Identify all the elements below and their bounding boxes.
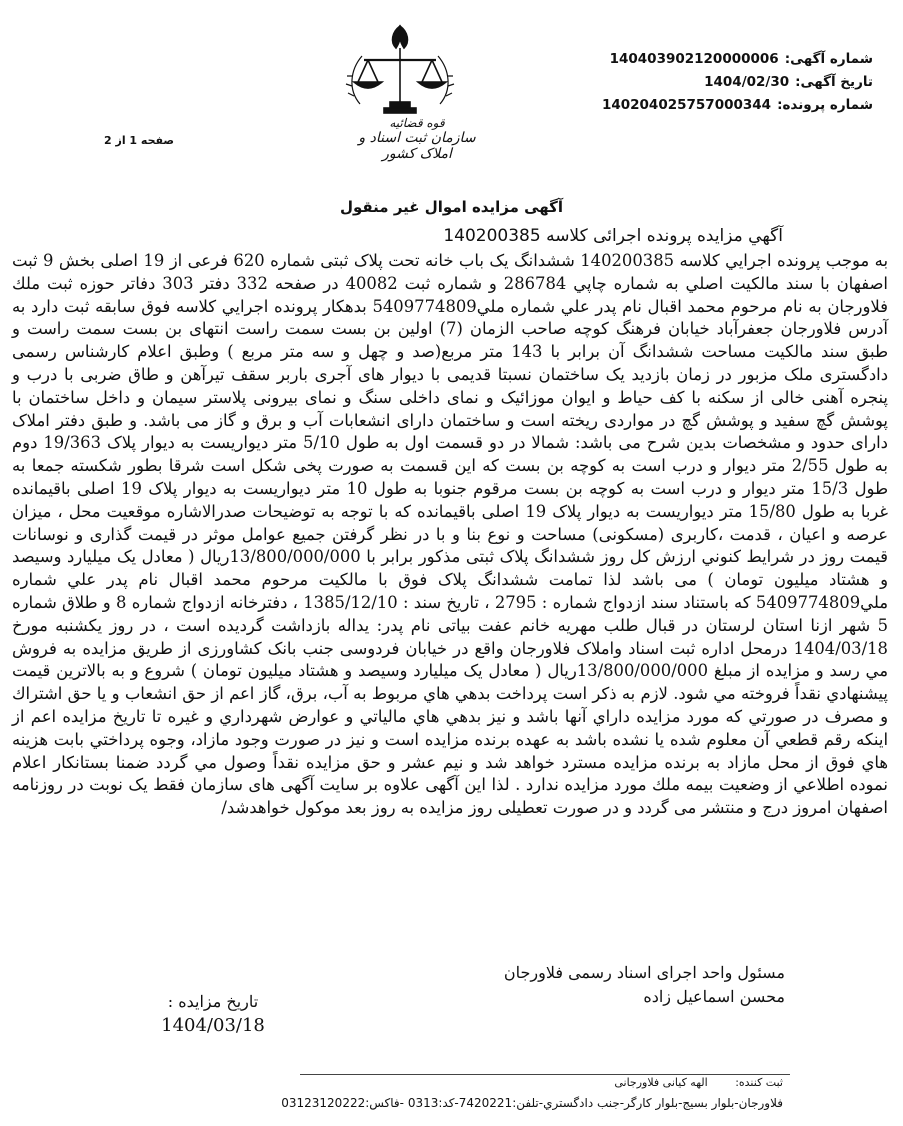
organization-logo-text (342, 116, 492, 162)
ad-meta-block (602, 48, 873, 117)
registrar-name: الهه کیانی فلاورجانی (614, 1076, 708, 1089)
ad-date-label: تاریخ آگهی: (795, 74, 873, 90)
page-indicator: صفحه 1 از 2 (104, 134, 175, 147)
file-number-label: شماره پرونده: (777, 97, 873, 113)
signer-role: مسئول واحد اجرای اسناد رسمی فلاورجان (503, 963, 785, 982)
footer-divider (300, 1074, 790, 1075)
scales-of-justice-emblem-icon (340, 20, 460, 120)
document-body: به موجب پرونده اجرايي كلاسه 140200385 ششدانگ یک باب خانه تحت پلاک ثبتی شماره 620 فرعی از 19 اصلی بخش 9 ثبت اصفهان با سند مالكيت اصلي به شماره چاپي 286784 و شماره ثبت 40082 در صفحه 332 دفتر 303 دفاتر حوزه ثبت ملك فلاورجان به نام مرحوم محمد اقبال نام پدر علي شماره ملي5409774809 بدهكار پرونده اجرايي كلاسه فوق سابقه ثبت دارد به آدرس فلاورجان جعفرآباد خیابان فرهنگ کوچه صاحب الزمان (7) اولین بن بست سمت راست انتهای بن بست سمت راست و طبق سند مالکیت مساحت ششدانگ آن برابر با 143 متر مربع(صد و چهل و سه متر مربع ) وطبق اعلام کارشناس رسمی دادگستری ملک مزبور در زمان بازدید یک ساختمان نسبتا قدیمی با دیوار های آجری باربر سقف تیرآهن و طاق ضربی با درب و پنجره آهنی خالی از سکنه با کف حیاط و ایوان موزائیک و نمای داخلی سنگ و نمای بیرونی پلاستر سیمان و داخل ساختمان با پوشش گچ سفید و پوشش گچ در مواردی ریخته است و ساختمان دارای انشعابات آب و برق و گاز می باشد. و طبق دفتر املاک دارای حدود و مشخصات بدین شرح می باشد: شمالا در دو قسمت اول به طول 5/10 متر دیواریست به دیوار پلاک 19/363 دوم به طول 2/55 متر دیوار و درب است به کوچه بن بست که این قسمت به صورت پخی شکل است شرقا بطور شکسته جمعا به طول 15/3 متر دیوار و درب است به کوچه بن بست مرقوم جنوبا به طول 10 متر دیواریست به دیوار پلاک 19 اصلی باقیمانده غربا به طول 15/80 متر دیواریست به دیوار پلاک 19 اصلی باقیمانده که با توجه به توضیحات صدرالاشاره موقعیت محل ، میزان عرصه و اعیان ، قدمت ،کاربری (مسکونی) مساحت و نوع بنا و با در نظر گرفتن جمیع عوامل موثر در قیمت گذاری و نوسانات قیمت روز در شرايط كنوني ارزش كل روز ششدانگ پلاک ثبتی مذکور برابر با 13/800/000/000ريال ( معادل یک میلیارد وسیصد و هشتاد میلیون تومان ) می باشد لذا تمامت ششدانگ پلاک فوق با مالکیت مرحوم محمد اقبال نام پدر علي شماره ملي5409774809 که باستناد سند ازدواج شماره : 2795 ، تاریخ سند : 1385/12/10 ، دفترخانه ازدواج شماره 8 و طلاق شماره 5 شهر ازنا استان لرستان در قبال طلب مهریه خانم عفت بیاتی نام پدر: یداله بازداشت گردیده است ، در روز یکشنبه مورخ 1404/03/18 درمحل اداره ثبت اسناد واملاک فلاورجان واقع در خیابان فردوسی جنب بانک کشاورزی از طريق مزايده به فروش مي رسد و مزايده از مبلغ 13/800/000/000ريال ( معادل یک میلیارد وسیصد و هشتاد میلیون تومان ) شروع و به بالاترين قيمت پيشنهادي نقداً فروخته مي شود. لازم به ذكر است پرداخت بدهي هاي مربوط به آب، برق، گاز اعم از حق انشعاب و يا حق اشتراك و مصرف در صورتي كه مورد مزايده داراي آنها باشد و نيز بدهي هاي مالياتي و عوارض شهرداري و غيره تا تاريخ مزايده اعم از اينكه رقم قطعي آن معلوم شده يا نشده باشد به عهده برنده مزايده است و نيز در صورت وجود مازاد، وجوه پرداختي بابت هزينه هاي فوق از محل مازاد به برنده مزايده مسترد خواهد شد و نيم عشر و حق مزايده نقداً وصول مي گردد ضمنا بستانكار اعلام نموده اطلاعي از وضعيت بيمه ملك مورد مزايده ندارد . لذا این آگهی علاوه بر سایت آگهی های سازمان فقط یک نوبت در روزنامه اصفهان امروز درج و منتشر می گردد و در صورت تعطیلی روز مزایده به روز بعد موکول خواهدشد/ (12, 251, 889, 818)
document-subtitle: آگهي مزايده پرونده اجرائی كلاسه 140200385 (443, 226, 783, 246)
signer-name: محسن اسماعیل زاده (643, 986, 785, 1006)
ad-date: 1404/02/30 (704, 74, 790, 90)
auction-date-block (128, 992, 298, 1036)
registration-org-name: سازمان ثبت اسناد و املاک کشور (358, 130, 476, 162)
document-title: آگهی مزایده اموال غیر منقول (339, 198, 564, 216)
ad-number-label: شماره آگهی: (784, 51, 873, 67)
ad-number: 140403902120000006 (609, 51, 779, 67)
file-number: 140204025757000344 (601, 97, 772, 113)
signature-block (504, 961, 785, 1008)
registrar-label: ثبت کننده: (735, 1076, 783, 1089)
file-number-row (602, 94, 873, 117)
ad-date-row (602, 71, 873, 94)
registrar-row (614, 1076, 783, 1089)
office-address: فلاورجان-بلوار بسيج-بلوار كارگر-جنب دادگستري-تلفن:7420221-كد:0313 -فاکس:03123120222 (281, 1096, 783, 1110)
judiciary-name: قوه قضائیه (389, 116, 445, 130)
auction-date-label: تاريخ مزايده : (167, 992, 259, 1011)
ad-number-row (602, 48, 873, 71)
auction-date-value: 1404/03/18 (161, 1015, 265, 1036)
